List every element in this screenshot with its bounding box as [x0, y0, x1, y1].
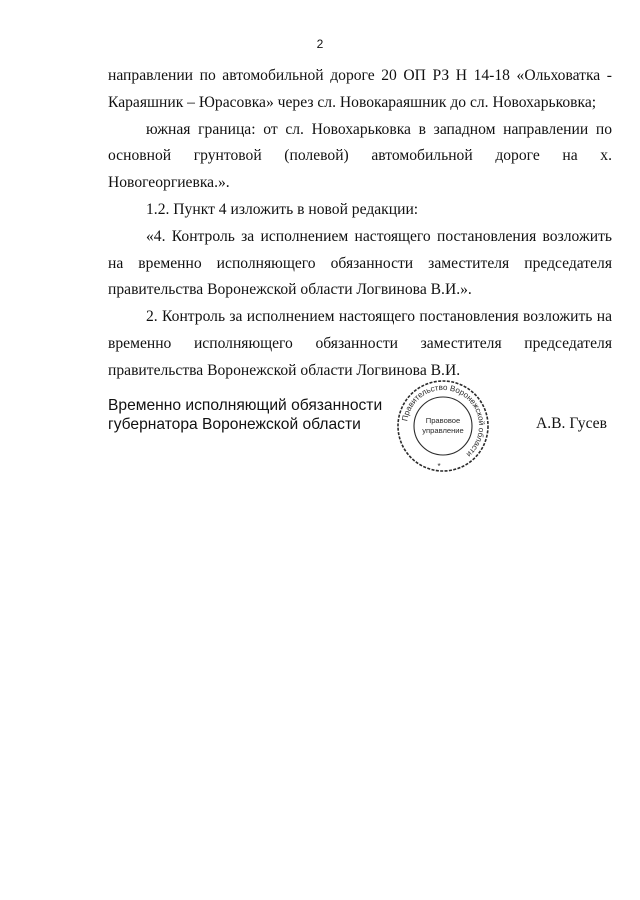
- page-number: 2: [316, 37, 324, 51]
- document-body: [108, 63, 612, 385]
- paragraph-5: 2. Контроль за исполнением настоящего постановления возложить на временно исполняющего обязанности заместителя председателя правительства Воронежской области Логвинова В.И.: [108, 308, 612, 379]
- paragraph-1-line-2: Караяшник – Юрасовка» через сл. Новокараяшник до сл. Новохарьковка;: [108, 93, 597, 111]
- paragraph-1-line-1: направлении по автомобильной дороге 20 ОП РЗ Н 14-18 «Ольховатка -: [108, 67, 612, 84]
- stamp-inner-line-2: управление: [422, 426, 464, 435]
- signatory-position-line-1: Временно исполняющий обязанности: [108, 397, 383, 414]
- signatory-position-line-2: губернатора Воронежской области: [108, 416, 361, 433]
- paragraph-4: «4. Контроль за исполнением настоящего постановления возложить на временно исполняющего обязанности заместителя председателя правительства Воронежской области Логвинова В.И.».: [108, 227, 612, 299]
- stamp-outer-text: Правительство Воронежской области: [400, 382, 487, 459]
- official-stamp: [395, 378, 491, 474]
- stamp-inner-line-1: Правовое: [425, 416, 461, 425]
- stamp-star: *: [437, 462, 441, 471]
- signatory-name: А.В. Гусев: [536, 415, 607, 432]
- paragraph-3: 1.2. Пункт 4 изложить в новой редакции:: [146, 200, 419, 218]
- paragraph-2: южная граница: от сл. Новохарьковка в западном направлении по основной грунтовой (полевой) автомобильной дороге на х. Новогеоргиевка.».: [108, 120, 612, 192]
- signatory-position: [108, 396, 382, 434]
